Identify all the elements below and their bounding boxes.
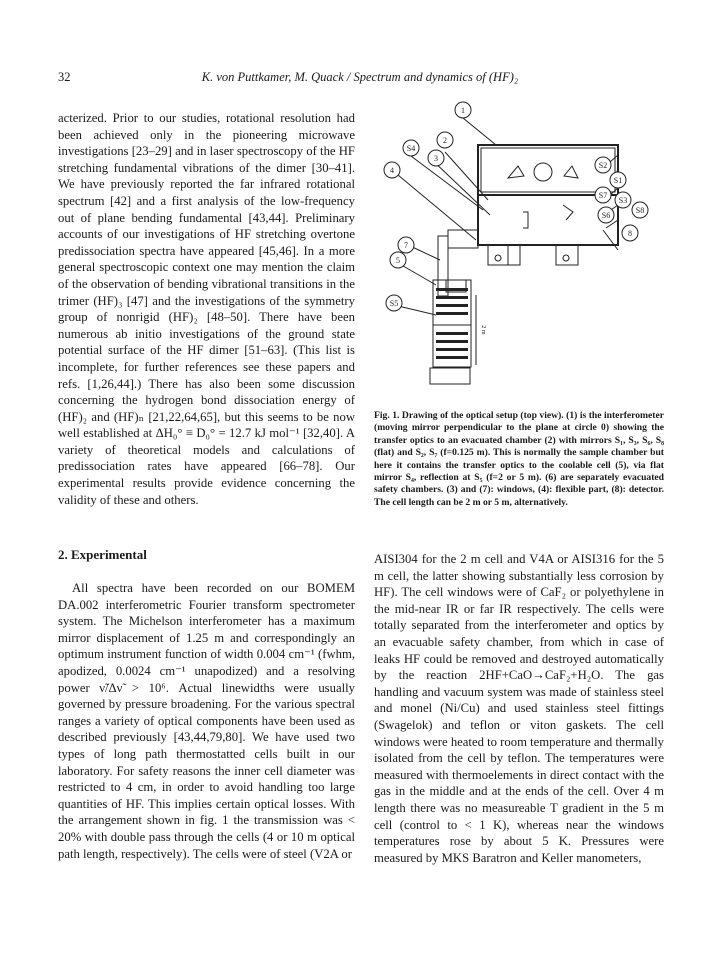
label-s7: S7 [598,191,608,200]
label-s3: S3 [618,196,628,205]
label-s5: S5 [389,299,399,308]
section-heading: 2. Experimental [58,547,147,562]
page-number: 32 [58,70,71,84]
scale-label: 2 m [480,325,486,335]
label-s8: S8 [635,206,645,215]
label-s2: S2 [598,161,608,170]
label-s1: S1 [613,176,623,185]
label-s4: S4 [406,144,416,153]
label-2: 2 [443,136,447,145]
experimental-paragraph: All spectra have been recorded on our BOMEM DA.002 interferometric Fourier transform spectrometer system. The Michelson interferometer has a maximum mirror displacement of 1.25 m and correspondingly an optimum instrument function of width 0.004 cm⁻¹ (fwhm, apodized, 0.0024 cm⁻¹ unapodized) and a resolving power ν̃/Δν̃ > 10⁶. Actual linewidths were usually governed by pressure broadening. For the various spectral ranges a variety of optical components have been used as described previously [43,44,79,80]. We have used two types of long path thermostatted cells built in our laboratory. For safety reasons the inner cell diameter was restricted to 4 cm, in order to avoid handling too large quantities of HF. This implies certain optical losses. With the arrangement shown in fig. 1 the transmission was < 20% with double pass through the cells (4 or 10 m optical path length, respectively). The cells were of steel (V2A or [58,581,355,861]
running-title: K. von Puttkamer, M. Quack / Spectrum and dynamics of (HF)₂ [201,70,519,84]
label-4: 4 [390,166,394,175]
intro-paragraph: acterized. Prior to our studies, rotational resolution had been achieved only in the pioneering microwave investigations [23–29] and in laser spectroscopy of the HF stretching fundamental vibrations of the dimer [30–41]. We have previously reported the far infrared rotational spectrum [42] and a first analysis of the low-frequency out of plane bending fundamental [43,44]. Preliminary accounts of our investigations of HF stretching overtone predissociation spectra have appeared [45,46]. In a more general spectroscopic context one may mention the claim of the observation of bending vibrational transitions in the trimer (HF)₃ [47] and the investigations of the symmetry group of nonrigid (HF)₂ [48–50]. There have been numerous ab initio investigations of the ground state potential surface of the HF dimer [51–63]. (This list is incomplete, for further references see these papers and refs. [1,26,44].) There has also been some discussion concerning the hydrogen bond dissociation energy of (HF)₂ and (HF)ₙ [21,22,64,65], but this seems to be now well established at ΔH₀° ≡ D₀° = 12.7 kJ mol⁻¹ [32,40]. A variety of theoretical models and calculations of predissociation rates have appeared [66–78]. Our experimental results provide evidence concerning the validity of these and others. [58,111,355,507]
cell-description-paragraph: AISI304 for the 2 m cell and V4A or AISI316 for the 5 m cell, the latter showing substantially less corrosion by HF). The cell windows were of CaF₂ or polyethylene in the mid-near IR or far IR respectively. The cells were totally separated from the interferometer and optics by an evacuable safety chamber, from which in case of leaks HF could be removed and destroyed automatically by the reaction 2HF+CaO→CaF₂+H₂O. The gas handling and vacuum system was made of stainless steel and monel (Ni/Cu) and used stainless steel fittings (Swagelok) and teflon or viton gaskets. The cell windows were heated to room temperature and thermally isolated from the cell by teflon. The temperatures were measured with thermoelements in direct contact with the gas in the middle and at the ends of the cell. Over 4 m length there was no measureable T gradient in the 5 m cell (control to < 1 K), whereas near the windows temperatures rose by about 5 K. Pressures were measured by MKS Baratron and Keller manometers, [374,552,664,865]
label-8: 8 [628,229,632,238]
page-header [58,70,662,86]
optical-setup-figure [378,100,668,400]
label-s6: S6 [601,211,611,220]
label-5: 5 [396,256,400,265]
label-3: 3 [434,154,438,163]
label-7: 7 [404,241,408,250]
label-1: 1 [461,106,465,115]
figure-caption: Fig. 1. Drawing of the optical setup (top view). (1) is the interferometer (moving mirror perpendicular to the plane at circle 0) showing the transfer optics to an evacuated chamber (2) with mirrors S₁, S₃, S₆, S₈ (flat) and S₂, S₇ (f=0.125 m). This is normally the sample chamber but here it contains the transfer optics to the coolable cell (5), via flat mirror S₄, reflection at S₅ (f=2 or 5 m). (6) are separately evacuated safety chambers. (3) and (7): windows, (4): flexible part, (8): detector. The cell length can be 2 m or 5 m, alternatively. [374,410,664,508]
